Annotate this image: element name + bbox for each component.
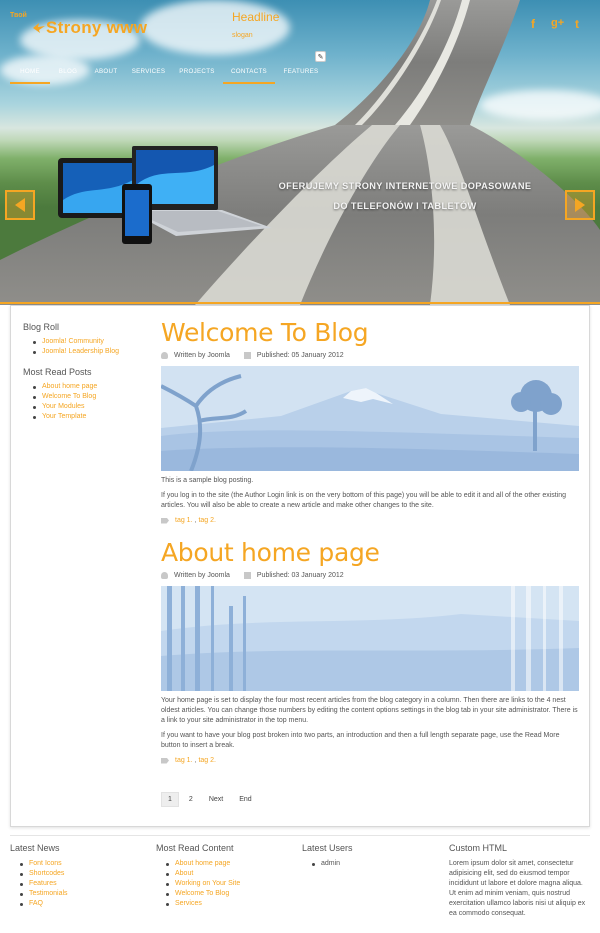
footer-link[interactable]: Testimonials: [20, 889, 150, 899]
post-title[interactable]: Welcome To Blog: [161, 318, 369, 347]
footer-link[interactable]: Working on Your Site: [166, 879, 296, 889]
most-read-link[interactable]: Welcome To Blog: [33, 392, 153, 402]
most-read-content-module: [156, 843, 296, 909]
page-1-button[interactable]: 1: [161, 792, 179, 807]
custom-html-text: Lorem ipsum dolor sit amet, consectetur adipisicing elit, sed do eiusmod tempor incididunt ut labore et dolore magna aliqua. Ut enim ad minim veniam, quis nostrud exercitation ullamco laboris nisi ut aliquip ex ea commodo consequat.: [449, 860, 586, 917]
tag-icon: [161, 758, 169, 764]
post-date: Published: 03 January 2012: [256, 571, 344, 579]
bird-icon: [32, 22, 46, 34]
slider-prev-button[interactable]: [5, 190, 35, 220]
footer-link[interactable]: FAQ: [20, 899, 150, 909]
footer-divider: [10, 835, 590, 836]
post-image-mountain: [161, 366, 579, 471]
module-title: Blog Roll: [23, 322, 60, 332]
tag-link[interactable]: tag 1.: [175, 517, 193, 524]
nav-projects[interactable]: PROJECTS: [179, 67, 215, 75]
tag-link[interactable]: tag 2.: [198, 517, 216, 524]
header-headline: Headline: [232, 10, 280, 24]
post-tags: tag 1. , tag 2.: [161, 757, 579, 764]
next-page-button[interactable]: Next: [208, 796, 224, 803]
module-title: Most Read Posts: [23, 367, 92, 377]
footer: [0, 835, 600, 933]
slider-caption: [270, 176, 540, 216]
footer-link[interactable]: Services: [166, 899, 296, 909]
arrow-left-icon: [15, 198, 25, 212]
post-author: Written by Joomla: [174, 351, 230, 359]
user-icon: [161, 572, 168, 579]
facebook-icon[interactable]: f: [531, 17, 535, 31]
slider-caption-line1: OFERUJEMY STRONY INTERNETOWE DOPASOWANE: [278, 181, 532, 191]
user-icon: [161, 352, 168, 359]
nav-blog[interactable]: BLOG: [58, 67, 78, 75]
hero-banner: [0, 0, 600, 305]
google-plus-icon[interactable]: g+: [551, 17, 565, 29]
footer-link[interactable]: Shortcodes: [20, 869, 150, 879]
post-image-bamboo: [161, 586, 579, 691]
user-name: admin: [312, 859, 442, 869]
blog-content: [161, 318, 579, 764]
blog-post: [161, 318, 579, 524]
calendar-icon: [244, 572, 251, 579]
post-date: Published: 05 January 2012: [256, 351, 344, 359]
post-paragraph: Your home page is set to display the four most recent articles from the blog category in a column. Then there are links to the 4 nest oldest articles. You can change those numbers by editing the content options settings in the blog tab in your site administrator. There is a link to your site administrator in the top menu.: [161, 697, 578, 724]
edit-module-icon[interactable]: ✎: [315, 51, 326, 62]
blog-roll-link[interactable]: Joomla! Leadership Blog: [33, 347, 153, 357]
post-title[interactable]: About home page: [161, 538, 380, 567]
post-paragraph: If you log in to the site (the Author Login link is on the very bottom of this page) you will be able to edit it and all of the other existing articles. You will also be able to create a new article and make other changes to the site.: [161, 492, 567, 509]
most-read-posts-module: [23, 367, 153, 422]
calendar-icon: [244, 352, 251, 359]
nav-contacts[interactable]: CONTACTS: [223, 60, 275, 82]
header-slogan: slogan: [232, 32, 253, 39]
post-meta: [161, 570, 579, 580]
latest-users-module: [302, 843, 442, 869]
hero-divider: [0, 302, 600, 304]
end-page-button[interactable]: End: [239, 796, 252, 803]
footer-link[interactable]: About: [166, 869, 296, 879]
pagination: [161, 792, 262, 807]
footer-link[interactable]: About home page: [166, 859, 296, 869]
slider-next-button[interactable]: [565, 190, 595, 220]
main-content-area: [10, 305, 590, 827]
slider-caption-line2: DO TELEFONÓW I TABLETÓW: [333, 201, 477, 211]
tag-link[interactable]: tag 2.: [198, 757, 216, 764]
latest-news-module: [10, 843, 150, 909]
module-title: Latest Users: [302, 843, 353, 853]
blog-post: [161, 538, 579, 764]
module-title: Most Read Content: [156, 843, 234, 853]
arrow-right-icon: [575, 198, 585, 212]
footer-link[interactable]: Welcome To Blog: [166, 889, 296, 899]
most-read-link[interactable]: About home page: [33, 382, 153, 392]
nav-features[interactable]: FEATURES: [283, 67, 319, 75]
nav-services[interactable]: SERVICES: [131, 67, 166, 75]
post-meta: [161, 350, 579, 360]
module-title: Latest News: [10, 843, 60, 853]
custom-html-module: [449, 843, 589, 919]
main-nav: [10, 60, 327, 82]
footer-link[interactable]: Font Icons: [20, 859, 150, 869]
most-read-link[interactable]: Your Template: [33, 412, 153, 422]
module-title: Custom HTML: [449, 843, 508, 853]
footer-link[interactable]: Features: [20, 879, 150, 889]
tag-icon: [161, 518, 169, 524]
logo-main-text: Strony www: [46, 18, 148, 37]
blog-roll-module: [23, 322, 153, 357]
page-2-button[interactable]: 2: [188, 796, 193, 803]
nav-home[interactable]: HOME: [10, 60, 50, 82]
road-illustration: [0, 0, 600, 305]
sidebar: [23, 322, 153, 432]
post-paragraph: This is a sample blog posting.: [161, 477, 254, 484]
tag-link[interactable]: tag 1.: [175, 757, 193, 764]
logo-small-text: Твой: [10, 12, 27, 19]
most-read-link[interactable]: Your Modules: [33, 402, 153, 412]
post-author: Written by Joomla: [174, 571, 230, 579]
post-tags: tag 1. , tag 2.: [161, 517, 579, 524]
site-logo[interactable]: [10, 12, 147, 38]
post-paragraph: If you want to have your blog post broken into two parts, an introduction and then a full length separate page, use the Read More button to insert a break.: [161, 732, 560, 749]
blog-roll-link[interactable]: Joomla! Community: [33, 337, 153, 347]
tumblr-icon[interactable]: t: [575, 17, 579, 31]
nav-about[interactable]: ABOUT: [94, 67, 118, 75]
